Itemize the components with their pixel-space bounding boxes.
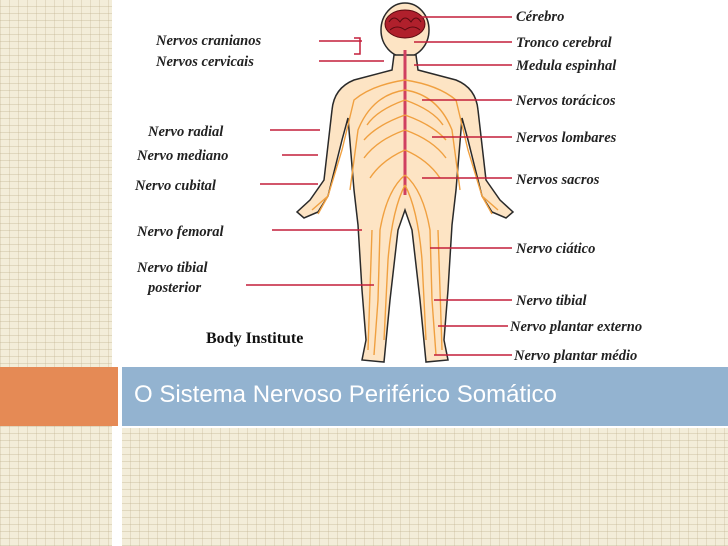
nervous-system-figure [122,0,728,367]
strip-gap [112,0,122,546]
label-nervos-toracicos: Nervos torácicos [516,93,616,109]
brand-watermark: Body Institute [206,330,304,347]
label-nervo-tibial-posterior-line2: posterior [148,280,202,296]
brain-illustration [385,10,425,38]
label-nervos-cranianos: Nervos cranianos [156,33,262,49]
label-cerebro: Cérebro [516,9,565,25]
label-nervos-cervicais: Nervos cervicais [156,54,254,70]
nervous-system-diagram [122,0,728,367]
label-nervo-tibial: Nervo tibial [516,293,587,309]
label-nervos-lombares: Nervos lombares [516,130,617,146]
label-nervo-radial: Nervo radial [148,124,224,140]
label-nervo-cubital: Nervo cubital [135,178,216,194]
label-nervo-plantar-externo: Nervo plantar externo [510,319,643,335]
left-decorative-strip [0,0,112,546]
label-nervo-tibial-posterior-line1: Nervo tibial [137,260,208,276]
label-nervo-mediano: Nervo mediano [137,148,229,164]
label-nervo-ciatico: Nervo ciático [516,241,596,257]
label-nervos-sacros: Nervos sacros [516,172,600,188]
title-accent-block [0,367,118,426]
bottom-decorative-strip [112,428,728,546]
slide-title: O Sistema Nervoso Periférico Somático [134,381,557,408]
label-medula-espinhal: Medula espinhal [516,58,617,74]
label-nervo-femoral: Nervo femoral [137,224,224,240]
label-tronco-cerebral: Tronco cerebral [516,35,612,51]
label-nervo-plantar-medio: Nervo plantar médio [514,348,638,364]
